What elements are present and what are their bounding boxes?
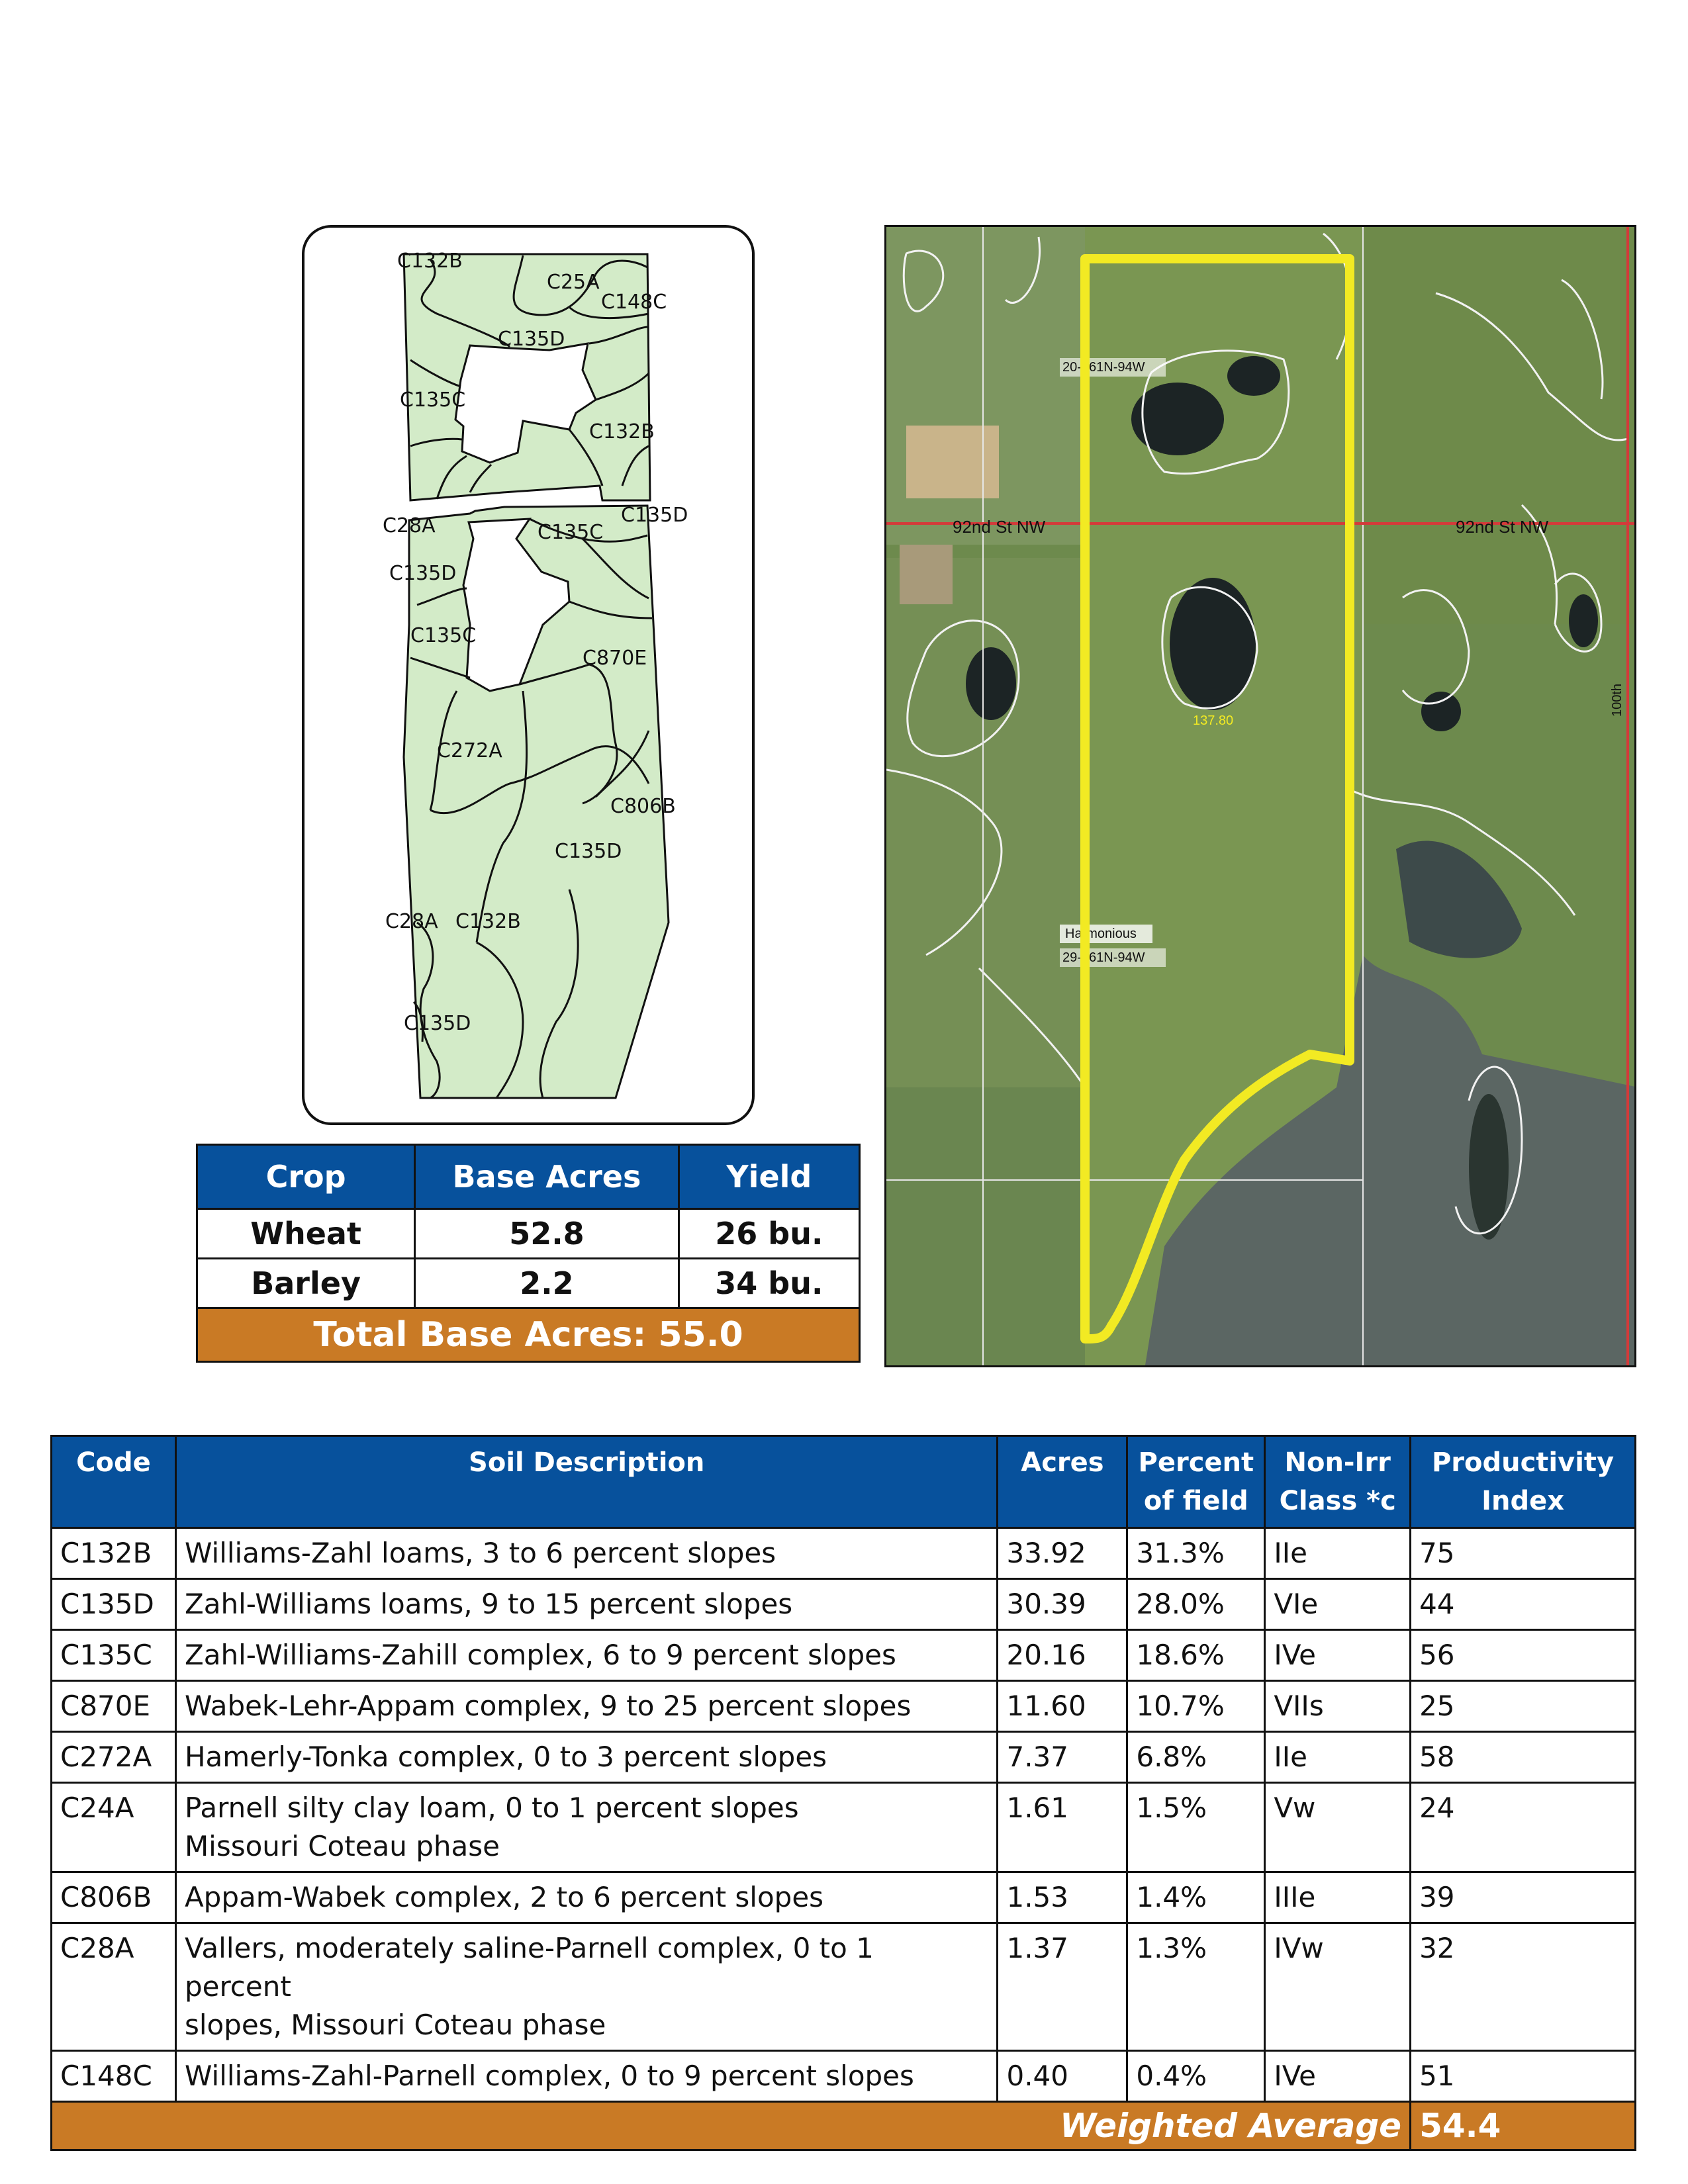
acres-cell: 1.53 (998, 1872, 1127, 1923)
map-label-c148c: C148C (601, 291, 667, 314)
section-label-bottom: 29-161N-94W (1062, 950, 1145, 965)
code-cell: C135D (52, 1579, 176, 1630)
code-cell: C148C (52, 2051, 176, 2102)
map-label-c870e: C870E (583, 647, 647, 670)
index-cell: 25 (1411, 1681, 1636, 1732)
weighted-average-label: Weighted Average (52, 2102, 1411, 2150)
yield-cell: 34 bu. (679, 1259, 859, 1308)
map-label-c135d: C135D (498, 328, 565, 351)
acres-cell: 0.40 (998, 2051, 1127, 2102)
header-crop: Crop (197, 1145, 415, 1209)
header-non-irr-class (1265, 1436, 1411, 1528)
header-acres: Acres (998, 1436, 1127, 1528)
map-label-c135c: C135C (410, 624, 477, 647)
table-row (197, 1259, 860, 1308)
header-base-acres: Base Acres (415, 1145, 679, 1209)
description-line1: Zahl-Williams loams, 9 to 15 percent slopes (184, 1588, 793, 1620)
table-row (52, 2051, 1636, 2102)
class-cell: IVw (1265, 1923, 1411, 2051)
table-row (52, 1872, 1636, 1923)
base-acres-cell: 2.2 (415, 1259, 679, 1308)
table-row (52, 1528, 1636, 1579)
percent-cell: 10.7% (1127, 1681, 1265, 1732)
header-percent-line1: Percent (1138, 1447, 1254, 1478)
table-row (52, 1681, 1636, 1732)
header-productivity-index (1411, 1436, 1636, 1528)
percent-cell: 1.3% (1127, 1923, 1265, 2051)
table-row (52, 1923, 1636, 2051)
map-label-c135c: C135C (538, 521, 604, 544)
total-base-acres-row (197, 1308, 860, 1362)
index-cell: 24 (1411, 1783, 1636, 1872)
description-cell (175, 1783, 998, 1872)
index-cell: 75 (1411, 1528, 1636, 1579)
index-cell: 39 (1411, 1872, 1636, 1923)
map-label-c132b: C132B (397, 250, 463, 273)
percent-cell: 0.4% (1127, 2051, 1265, 2102)
acres-cell: 11.60 (998, 1681, 1127, 1732)
description-cell (175, 1923, 998, 2051)
class-cell: Vw (1265, 1783, 1411, 1872)
index-cell: 51 (1411, 2051, 1636, 2102)
class-cell: IIIe (1265, 1872, 1411, 1923)
code-cell: C28A (52, 1923, 176, 2051)
map-label-c132b: C132B (455, 910, 521, 933)
description-line2: slopes, Missouri Coteau phase (184, 2009, 606, 2041)
township-label: Harmonious (1065, 927, 1137, 941)
map-label-c28a: C28A (383, 514, 436, 537)
class-cell: IIe (1265, 1528, 1411, 1579)
description-cell (175, 1579, 998, 1630)
code-cell: C24A (52, 1783, 176, 1872)
acres-cell: 30.39 (998, 1579, 1127, 1630)
map-label-c135c: C135C (400, 388, 466, 412)
map-label-c135d: C135D (621, 504, 688, 527)
code-cell: C272A (52, 1732, 176, 1783)
percent-cell: 1.4% (1127, 1872, 1265, 1923)
description-line1: Williams-Zahl-Parnell complex, 0 to 9 percent slopes (184, 2060, 914, 2092)
description-cell (175, 1681, 998, 1732)
acres-cell: 1.37 (998, 1923, 1127, 2051)
class-cell: IVe (1265, 1630, 1411, 1681)
acres-cell: 1.61 (998, 1783, 1127, 1872)
map-label-c135d: C135D (404, 1012, 471, 1035)
class-cell: IVe (1265, 2051, 1411, 2102)
map-label-c135d: C135D (555, 840, 622, 863)
description-cell (175, 1872, 998, 1923)
index-cell: 56 (1411, 1630, 1636, 1681)
acreage-label: 137.80 (1193, 713, 1234, 728)
map-label-c25a: C25A (547, 271, 600, 294)
class-cell: VIIs (1265, 1681, 1411, 1732)
class-cell: VIe (1265, 1579, 1411, 1630)
code-cell: C132B (52, 1528, 176, 1579)
map-label-c806b: C806B (610, 795, 676, 818)
map-label-c135d: C135D (389, 562, 457, 585)
table-row (197, 1209, 860, 1259)
soil-map-drawing (305, 228, 755, 1125)
class-cell: IIe (1265, 1732, 1411, 1783)
description-line2: Missouri Coteau phase (184, 1830, 500, 1862)
road-label-92nd-left: 92nd St NW (953, 517, 1046, 537)
crop-cell: Wheat (197, 1209, 415, 1259)
header-code: Code (52, 1436, 176, 1528)
header-index-line1: Productivity (1431, 1447, 1615, 1478)
description-cell (175, 1732, 998, 1783)
soil-map-panel (302, 225, 755, 1125)
code-cell: C870E (52, 1681, 176, 1732)
acres-cell: 20.16 (998, 1630, 1127, 1681)
yield-cell: 26 bu. (679, 1209, 859, 1259)
crop-cell: Barley (197, 1259, 415, 1308)
weighted-average-row (52, 2102, 1636, 2150)
percent-cell: 28.0% (1127, 1579, 1265, 1630)
header-index-line2: Index (1481, 1486, 1564, 1516)
header-yield: Yield (679, 1145, 859, 1209)
code-cell: C806B (52, 1872, 176, 1923)
acres-cell: 7.37 (998, 1732, 1127, 1783)
description-line1: Parnell silty clay loam, 0 to 1 percent slopes (184, 1792, 799, 1824)
table-row (52, 1732, 1636, 1783)
base-acres-table (196, 1144, 861, 1363)
percent-cell: 18.6% (1127, 1630, 1265, 1681)
description-cell (175, 1630, 998, 1681)
road-label-92nd-right: 92nd St NW (1456, 517, 1549, 537)
header-percent-of-field (1127, 1436, 1265, 1528)
weighted-average-value: 54.4 (1411, 2102, 1636, 2150)
soil-table-header-row (52, 1436, 1636, 1528)
soil-table (50, 1435, 1636, 2151)
road-label-100th: 100th (1610, 683, 1624, 717)
description-line1: Hamerly-Tonka complex, 0 to 3 percent slopes (184, 1741, 827, 1773)
description-line1: Appam-Wabek complex, 2 to 6 percent slopes (184, 1881, 824, 1913)
map-label-c28a: C28A (385, 910, 438, 933)
table-row (52, 1783, 1636, 1872)
total-base-acres: Total Base Acres: 55.0 (197, 1308, 860, 1362)
percent-cell: 31.3% (1127, 1528, 1265, 1579)
base-acres-header-row (197, 1145, 860, 1209)
table-row (52, 1630, 1636, 1681)
description-cell (175, 1528, 998, 1579)
map-label-c272a: C272A (437, 739, 502, 762)
percent-cell: 6.8% (1127, 1732, 1265, 1783)
description-line1: Zahl-Williams-Zahill complex, 6 to 9 percent slopes (184, 1639, 896, 1671)
code-cell: C135C (52, 1630, 176, 1681)
index-cell: 44 (1411, 1579, 1636, 1630)
aerial-photo-panel (884, 225, 1636, 1367)
index-cell: 32 (1411, 1923, 1636, 2051)
acres-cell: 33.92 (998, 1528, 1127, 1579)
header-soil-description: Soil Description (175, 1436, 998, 1528)
table-row (52, 1579, 1636, 1630)
index-cell: 58 (1411, 1732, 1636, 1783)
header-class-line2: Class *c (1279, 1486, 1396, 1516)
aerial-photo-drawing (886, 227, 1636, 1367)
header-class-line1: Non-Irr (1284, 1447, 1391, 1478)
description-cell (175, 2051, 998, 2102)
header-percent-line2: of field (1143, 1486, 1248, 1516)
percent-cell: 1.5% (1127, 1783, 1265, 1872)
base-acres-cell: 52.8 (415, 1209, 679, 1259)
map-label-c132b: C132B (589, 420, 655, 443)
section-label-top: 20-161N-94W (1062, 360, 1145, 375)
description-line1: Vallers, moderately saline-Parnell complex, 0 to 1 percent (184, 1932, 874, 2003)
description-line1: Williams-Zahl loams, 3 to 6 percent slopes (184, 1537, 776, 1569)
description-line1: Wabek-Lehr-Appam complex, 9 to 25 percent slopes (184, 1690, 912, 1722)
